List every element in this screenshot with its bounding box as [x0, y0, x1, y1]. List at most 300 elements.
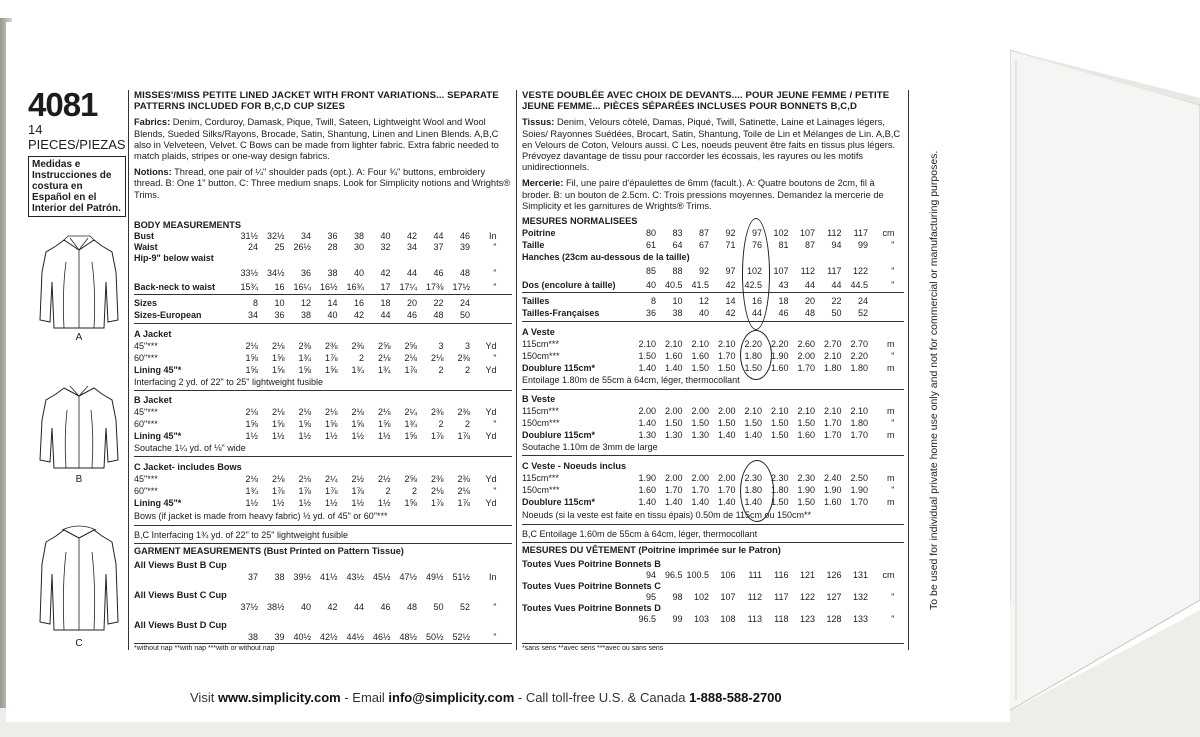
a-jacket-row-cell: 2⅜	[351, 341, 364, 351]
garment-row-cell: 51½	[452, 572, 470, 582]
a-jacket-row-cell: Yd	[485, 365, 497, 375]
c-bows: Bows (if jacket is made from heavy fabric) ½ yd. of 45" or 60"***	[134, 511, 388, 521]
c-veste-row-cell: 1.40	[717, 497, 736, 507]
a-jacket-row-cell: 1¾	[377, 365, 391, 375]
a-veste-row-cell: 1.40	[664, 363, 683, 373]
c-veste-row-cell: 2.30	[797, 473, 815, 483]
a-jacket-row-cell: 3	[464, 341, 470, 351]
c-veste-row-cell: 1.70	[691, 485, 709, 495]
mesures-row-cell: 102	[746, 266, 762, 276]
garment-row-cell: "	[493, 602, 497, 612]
c-veste-row-cell: 2.00	[691, 473, 709, 483]
a-veste-row-cell: 1.90	[770, 351, 789, 361]
vetement-row-cell: 131	[852, 570, 868, 580]
a-jacket-row-cell: 1¾	[351, 365, 364, 375]
b-jacket-row-cell: 1⅝	[351, 419, 364, 429]
vetement-row-cell: 116	[774, 570, 789, 580]
sizes-row-cell: 14	[327, 298, 338, 308]
body-row-cell: 31½	[240, 231, 258, 241]
c-veste-row-cell: 2.50	[850, 473, 868, 483]
c-veste-row-label: Doublure 115cm*	[522, 497, 596, 507]
b-jacket-row-cell: 2⅛	[245, 407, 258, 417]
divider	[134, 543, 512, 544]
garment-row-label: All Views Bust B Cup	[134, 560, 227, 570]
body-row-cell: 28	[327, 242, 338, 252]
body-row-cell: 46	[433, 268, 444, 278]
c-veste-row-cell: 1.40	[638, 497, 656, 507]
garment-row-label: All Views Bust C Cup	[134, 590, 227, 600]
b-veste-row-cell: 2.00	[691, 406, 709, 416]
divider	[522, 524, 904, 525]
b-veste-row-cell: 2.00	[717, 406, 736, 416]
c-jacket-row-cell: 1⅞	[430, 498, 444, 508]
body-measurements-title: BODY MEASUREMENTS	[134, 220, 242, 230]
garment-row-cell: 46	[380, 602, 391, 612]
mesures-row-cell: 40	[645, 280, 656, 290]
b-veste-row-cell: 1.70	[850, 430, 868, 440]
b-veste-row-cell: 1.40	[717, 430, 736, 440]
mesures-row-cell: 88	[672, 266, 683, 276]
c-jacket-row-cell: 1⅞	[351, 486, 364, 496]
divider	[134, 456, 512, 457]
garment-row-cell: 47½	[399, 572, 417, 582]
sizes-row-cell: 24	[459, 298, 470, 308]
body-row-cell: 36	[300, 268, 311, 278]
mesures-row-cell: 44.5	[850, 280, 868, 290]
sizes-row-cell: 42	[353, 310, 364, 320]
b-veste-row-cell: 2.10	[797, 406, 815, 416]
sizes-row-cell: 18	[380, 298, 391, 308]
english-fabrics: Fabrics: Denim, Corduroy, Damask, Pique, Twill, Sateen, Lightweight Wool and Wool Blends, Sueded Silks/Rayons, Brocade, Satin, Shantung, Linen and Linen Blends. A,B,C also in Velveteen, Velvet. C Bows can be made from lighter fabric. Extra fabric needed to match plaids, stripes or one-way design fabrics.	[134, 117, 499, 162]
sizes-row-cell: 22	[433, 298, 444, 308]
a-veste-row-cell: 2.10	[638, 339, 656, 349]
b-jacket-row-cell: 2⅛	[351, 407, 364, 417]
body-row-label: Hip-9" below waist	[134, 253, 214, 263]
garment-row-cell: 44½	[346, 632, 364, 642]
view-label-b: B	[75, 474, 83, 485]
c-jacket-row-cell: 2⅛	[245, 474, 258, 484]
garment-row-cell: 43½	[346, 572, 364, 582]
body-row-cell: 16	[274, 282, 285, 292]
garment-row-cell: 40½	[293, 632, 311, 642]
body-row-cell: 34	[300, 231, 311, 241]
c-veste-row-cell: 2.00	[664, 473, 683, 483]
divider	[134, 294, 512, 295]
mesures-row-cell: 42	[725, 280, 736, 290]
b-jacket-row-cell: 1½	[298, 431, 311, 441]
contact-footer: Visit www.simplicity.com - Email info@simplicity.com - Call toll-free U.S. & Canada 1-888-588-2700	[190, 690, 782, 705]
b-veste-row-cell: 1.70	[823, 430, 842, 440]
a-veste-row-cell: 1.60	[770, 363, 789, 373]
tailles-row-cell: 8	[650, 296, 656, 306]
c-veste-row-cell: "	[891, 485, 895, 495]
b-jacket-row-cell: 2⅛	[324, 407, 338, 417]
a-veste-row-cell: 2.70	[850, 339, 868, 349]
tailles-row-cell: 12	[698, 296, 709, 306]
c-veste-row-cell: 1.90	[797, 485, 815, 495]
mesures-row-cell: 117	[827, 266, 842, 276]
handwritten-circle-a-veste	[740, 330, 772, 380]
tailles-row-cell: 46	[778, 308, 789, 318]
body-row-cell: 40	[353, 268, 364, 278]
body-row-cell: 40	[380, 231, 391, 241]
pattern-number: 4081	[28, 86, 98, 123]
b-jacket-row-cell: 1¾	[404, 419, 417, 429]
jacket-sketch-b	[34, 382, 124, 474]
sizes-row-label: Sizes	[134, 298, 158, 308]
mesures-row-cell: 87	[698, 228, 709, 238]
website-link[interactable]: www.simplicity.com	[217, 690, 341, 705]
tailles-row-cell: 20	[804, 296, 815, 306]
mesures-row-label: Hanches (23cm au-dessous de la taille)	[522, 252, 690, 262]
c-veste-row-cell: m	[887, 497, 895, 507]
c-jacket-row-cell: 2⅜	[430, 474, 444, 484]
garment-row-cell: 48½	[399, 632, 417, 642]
a-jacket-row-cell: 2⅜	[457, 353, 470, 363]
body-row-cell: 34	[406, 242, 417, 252]
c-veste-row-cell: 1.70	[850, 497, 868, 507]
b-jacket-row-cell: "	[493, 419, 497, 429]
c-veste-row-cell: 1.90	[638, 473, 656, 483]
a-veste-row-cell: 2.10	[823, 351, 842, 361]
vetement-row-cell: 100.5	[686, 570, 709, 580]
garment-row-cell: 45½	[372, 572, 391, 582]
c-veste-row-cell: 1.40	[744, 497, 762, 507]
tailles-row-cell: 18	[778, 296, 789, 306]
body-row-cell: 44	[406, 268, 417, 278]
mesures-row-label: Taille	[522, 240, 545, 250]
vetement-row-cell: 95	[645, 592, 656, 602]
b-jacket-row-cell: 1½	[377, 431, 391, 441]
b-veste-row-cell: 1.50	[744, 418, 762, 428]
c-veste-row-cell: 2.30	[770, 473, 789, 483]
c-veste-row-label: 115cm***	[522, 473, 559, 483]
divider	[134, 323, 512, 324]
mesures-vetement-title: MESURES DU VÊTEMENT (Poitrine imprimée sur le Patron)	[522, 545, 781, 555]
c-veste-row-cell: 1.90	[850, 485, 868, 495]
a-veste-row-cell: 1.60	[664, 351, 683, 361]
c-veste-row-cell: m	[887, 473, 895, 483]
b-jacket-row-cell: 2⅜	[457, 407, 470, 417]
c-veste-row-cell: 1.40	[691, 497, 709, 507]
jacket-sketch-a	[34, 232, 124, 332]
pattern-id-block	[28, 88, 126, 217]
body-row-cell: 39	[459, 242, 470, 252]
c-jacket-row-cell: 1⅞	[324, 486, 338, 496]
c-jacket-row-cell: 1⅞	[298, 486, 311, 496]
b-veste-row-cell: 2.10	[850, 406, 868, 416]
c-jacket-row-cell: 2⅜	[457, 474, 470, 484]
b-veste-row-cell: 2.10	[744, 406, 762, 416]
garment-row-cell: 37½	[240, 602, 258, 612]
garment-row-cell: 52½	[452, 632, 470, 642]
handwritten-circle-size16	[742, 218, 770, 330]
b-veste-row-label: 115cm***	[522, 406, 559, 416]
sizes-row-cell: 46	[406, 310, 417, 320]
b-veste-row-cell: 1.30	[691, 430, 709, 440]
mesures-row-cell: 76	[751, 240, 762, 250]
b-jacket-row-cell: 1½	[271, 431, 285, 441]
c-jacket-row-cell: Yd	[485, 498, 497, 508]
c-jacket-row-cell: 1⅞	[271, 486, 285, 496]
tailles-row-cell: 52	[857, 308, 868, 318]
b-jacket-row-cell: 1½	[324, 431, 338, 441]
b-jacket-row-cell: 1⅞	[457, 431, 470, 441]
vetement-row-cell: 107	[720, 592, 736, 602]
divider	[134, 390, 512, 391]
sizes-row-label: Sizes-European	[134, 310, 202, 320]
mesures-row-cell: "	[891, 280, 895, 290]
c-veste-row-cell: 1.50	[770, 497, 789, 507]
a-veste-row-cell: 1.50	[691, 363, 709, 373]
b-veste-row-cell: 1.60	[797, 430, 815, 440]
mesures-row-cell: 112	[827, 228, 842, 238]
a-jacket-row-cell: 1⅝	[271, 353, 285, 363]
tailles-row-cell: 50	[831, 308, 842, 318]
view-label-c: C	[75, 638, 83, 649]
c-jacket-row-cell: 2⅛	[298, 474, 311, 484]
a-jacket-row-cell: 1⅝	[298, 365, 311, 375]
vetement-row-cell: 126	[826, 570, 842, 580]
mesures-row-cell: 81	[778, 240, 789, 250]
b-veste-row-cell: 1.50	[797, 418, 815, 428]
sizes-row-cell: 38	[300, 310, 311, 320]
c-veste-row-cell: 1.40	[664, 497, 683, 507]
vetement-row-cell: 111	[748, 570, 762, 580]
a-jacket-row-cell: 2	[464, 365, 470, 375]
a-veste-row-label: Doublure 115cm*	[522, 363, 596, 373]
vetement-row-cell: 127	[826, 592, 842, 602]
c-jacket-row-cell: 2⅛	[457, 486, 470, 496]
garment-row-label: All Views Bust D Cup	[134, 620, 227, 630]
c-jacket-row-label: Lining 45"*	[134, 498, 182, 508]
b-veste-row-cell: 1.50	[770, 430, 789, 440]
body-row-cell: 15¾	[240, 282, 258, 292]
mesures-row-cell: 40.5	[664, 280, 683, 290]
pieces-count: 14 PIECES/PIEZAS	[28, 122, 126, 152]
b-jacket-row-cell: 1⅝	[271, 419, 285, 429]
divider	[134, 643, 512, 644]
garment-row-cell: 46½	[372, 632, 391, 642]
c-jacket-title: C Jacket- includes Bows	[134, 462, 242, 472]
a-jacket-row-cell: 1¾	[298, 353, 311, 363]
a-interfacing: Interfacing 2 yd. of 22" to 25" lightweight fusible	[134, 377, 324, 387]
french-tissus: Tissus: Denim, Velours côtelé, Damas, Piqué, Twill, Satinette, Laine et Lainages légers, Soies/ Rayonnes Suédées, Brocart, Satin, Shantung, Toile de Lin et Mélanges de Lin. A,B,C en Velours de Coton, Velours aussi. C Les, noeuds peuvent être faits en tissus plus légers. Prévoyez davantage de tissu pour raccorder les écossais, les rayures ou les motifs unidirectionnels.	[522, 117, 901, 173]
sizes-row-cell: 16	[353, 298, 364, 308]
a-entoilage: Entoilage 1.80m de 55cm à 64cm, léger, thermocollant	[522, 375, 740, 385]
body-row-cell: 26½	[293, 242, 311, 252]
garment-row-cell: 44	[353, 602, 364, 612]
vetement-row-cell: 98	[672, 592, 683, 602]
c-veste-row-cell: 1.60	[638, 485, 656, 495]
tailles-row-cell: 40	[698, 308, 709, 318]
mesures-row-cell: 83	[672, 228, 683, 238]
c-jacket-row-cell: 2	[411, 486, 417, 496]
b-jacket-title: B Jacket	[134, 395, 172, 405]
b-veste-row-cell: 1.50	[691, 418, 709, 428]
c-jacket-row-cell: 2½	[351, 474, 364, 484]
vetement-row-cell: 118	[774, 614, 789, 624]
c-jacket-row-cell: 1⅞	[457, 498, 470, 508]
divider	[522, 389, 904, 390]
b-jacket-row-label: 45"***	[134, 407, 158, 417]
vetement-row-cell: 96.5	[638, 614, 656, 624]
body-row-cell: 37	[433, 242, 444, 252]
mesures-row-cell: 43	[778, 280, 789, 290]
c-jacket-row-label: 60"***	[134, 486, 158, 496]
a-jacket-row-cell: "	[493, 353, 497, 363]
c-jacket-row-cell: 1½	[245, 498, 258, 508]
c-veste-row-cell: 2.30	[744, 473, 762, 483]
c-veste-row-cell: 1.50	[797, 497, 815, 507]
mesures-row-cell: cm	[882, 228, 895, 238]
b-veste-row-cell: 2.00	[638, 406, 656, 416]
body-row-cell: 48	[459, 268, 470, 278]
vetement-row-label: Toutes Vues Poitrine Bonnets C	[522, 581, 661, 591]
c-jacket-row-cell: Yd	[485, 474, 497, 484]
b-veste-row-cell: 1.30	[638, 430, 656, 440]
a-veste-row-cell: 1.50	[638, 351, 656, 361]
english-title: MISSES'/MISS PETITE LINED JACKET WITH FRONT VARIATIONS... SEPARATE PATTERNS INCLUDED FOR B,C,D CUP SIZES	[134, 90, 499, 113]
mesures-row-cell: 107	[773, 266, 789, 276]
b-veste-row-cell: 1.70	[823, 418, 842, 428]
mesures-row-cell: 117	[853, 228, 868, 238]
b-jacket-row-cell: 1½	[245, 431, 258, 441]
b-jacket-row-cell: 2⅜	[430, 407, 444, 417]
a-veste-row-cell: 1.50	[717, 363, 736, 373]
tailles-row-label: Tailles	[522, 296, 550, 306]
a-veste-row-label: 150cm***	[522, 351, 560, 361]
mesures-row-cell: 112	[800, 266, 815, 276]
body-row-cell: 17	[380, 282, 391, 292]
b-soutache: Soutache 1¼ yd. of ⅛" wide	[134, 443, 246, 453]
mesures-row-cell: 41.5	[691, 280, 709, 290]
spanish-note: Medidas e Instrucciones de costura en Español en el Interior del Patrón.	[28, 156, 126, 217]
garment-row-cell: 50½	[425, 632, 444, 642]
a-jacket-row-cell: 3	[438, 341, 444, 351]
a-veste-row-cell: 1.60	[691, 351, 709, 361]
a-veste-row-cell: 1.70	[797, 363, 815, 373]
sizes-row-cell: 12	[300, 298, 311, 308]
b-jacket-row-cell: 1⅝	[404, 431, 417, 441]
a-veste-row-label: 115cm***	[522, 339, 559, 349]
body-row-cell: 24	[247, 242, 258, 252]
divider	[522, 455, 904, 456]
c-veste-row-cell: 1.60	[823, 497, 842, 507]
body-row-cell: 46	[459, 231, 470, 241]
sizes-row-cell: 40	[327, 310, 338, 320]
tailles-row-label: Tailles-Françaises	[522, 308, 600, 318]
vetement-row-label: Toutes Vues Poitrine Bonnets B	[522, 559, 661, 569]
vetement-row-cell: "	[891, 592, 895, 602]
handwritten-circle-c-veste	[740, 460, 774, 522]
body-row-cell: 42	[380, 268, 391, 278]
vetement-row-cell: 112	[747, 592, 762, 602]
body-row-cell: 16½	[319, 282, 338, 292]
mesures-row-cell: 102	[773, 228, 789, 238]
c-veste-row-cell: 1.70	[664, 485, 683, 495]
vetement-row-cell: 132	[852, 592, 868, 602]
divider-left	[128, 90, 129, 650]
vetement-row-cell: "	[891, 614, 895, 624]
english-notions: Notions: Thread, one pair of ¼" shoulder pads (opt.). A: Four ¾" buttons, embroidery thread. B: One 1" button. C: Three medium snaps. Look for Simplicity notions and Wrights® Trims.	[134, 167, 511, 200]
b-jacket-row-cell: 2	[464, 419, 470, 429]
tailles-row-cell: 48	[804, 308, 815, 318]
tailles-row-cell: 16	[751, 296, 762, 306]
a-veste-row-cell: 1.70	[717, 351, 736, 361]
mesures-row-cell: 99	[857, 240, 868, 250]
vetement-row-cell: 94	[645, 570, 656, 580]
b-veste-row-cell: 1.50	[664, 418, 683, 428]
b-veste-row-cell: 1.40	[744, 430, 762, 440]
a-veste-row-cell: 1.80	[744, 351, 762, 361]
mesures-row-cell: 71	[725, 240, 736, 250]
body-row-cell: "	[493, 268, 497, 278]
vetement-row-cell: 106	[720, 570, 736, 580]
garment-row-cell: 42½	[319, 632, 338, 642]
c-jacket-row-cell: 1½	[271, 498, 285, 508]
usage-restriction-note: To be used for individual private home use only and not for commercial or manufacturing purposes.	[928, 150, 940, 610]
garment-row-cell: "	[493, 632, 497, 642]
body-row-cell: 17⅜	[425, 282, 444, 292]
mesures-row-cell: 44	[804, 280, 815, 290]
b-jacket-row-cell: 1⅝	[324, 419, 338, 429]
email-link[interactable]: info@simplicity.com	[388, 690, 515, 705]
c-jacket-row-cell: 1⅝	[404, 498, 417, 508]
body-row-cell: 36	[327, 231, 338, 241]
vetement-row-cell: 103	[693, 614, 709, 624]
mesures-row-cell: 44	[831, 280, 842, 290]
c-jacket-row-cell: 2⅝	[404, 474, 417, 484]
garment-row-cell: 48	[406, 602, 417, 612]
garment-row-cell: 40	[300, 602, 311, 612]
c-jacket-row-cell: 1½	[298, 498, 311, 508]
english-footnotes: *without nap **with nap ***with or without nap	[134, 645, 275, 652]
a-jacket-row-cell: 1⅞	[404, 365, 417, 375]
sizes-row-cell: 50	[459, 310, 470, 320]
vetement-row-cell: 128	[826, 614, 842, 624]
a-veste-row-cell: "	[891, 351, 895, 361]
divider	[522, 643, 904, 644]
garment-row-cell: 50	[433, 602, 444, 612]
body-row-cell: In	[488, 231, 497, 241]
c-veste-row-cell: 2.40	[823, 473, 842, 483]
body-row-cell: 32	[380, 242, 391, 252]
b-soutache-fr: Soutache 1.10m de 3mm de large	[522, 442, 658, 452]
body-row-cell: 44	[433, 231, 444, 241]
a-veste-row-cell: 2.20	[850, 351, 868, 361]
a-jacket-row-cell: 2⅝	[404, 341, 417, 351]
c-veste-row-cell: 1.80	[744, 485, 762, 495]
mesures-row-cell: 85	[645, 266, 656, 276]
b-veste-row-label: 150cm***	[522, 418, 560, 428]
b-jacket-row-cell: Yd	[485, 407, 497, 417]
a-jacket-row-cell: 2⅛	[404, 353, 417, 363]
b-jacket-row-cell: 1⅞	[430, 431, 444, 441]
b-veste-row-cell: 1.40	[638, 418, 656, 428]
english-column	[134, 90, 514, 201]
body-row-cell: 33½	[240, 268, 258, 278]
garment-row-cell: 39½	[293, 572, 311, 582]
a-veste-row-cell: 1.50	[744, 363, 762, 373]
sizes-row-cell: 20	[406, 298, 417, 308]
a-jacket-row-cell: 2	[358, 353, 364, 363]
a-veste-row-cell: 1.40	[638, 363, 656, 373]
vetement-row-cell: 102	[693, 592, 709, 602]
body-row-cell: 16¾	[346, 282, 364, 292]
b-jacket-row-cell: 2⅛	[377, 407, 391, 417]
c-jacket-row-cell: 2⅛	[430, 486, 444, 496]
